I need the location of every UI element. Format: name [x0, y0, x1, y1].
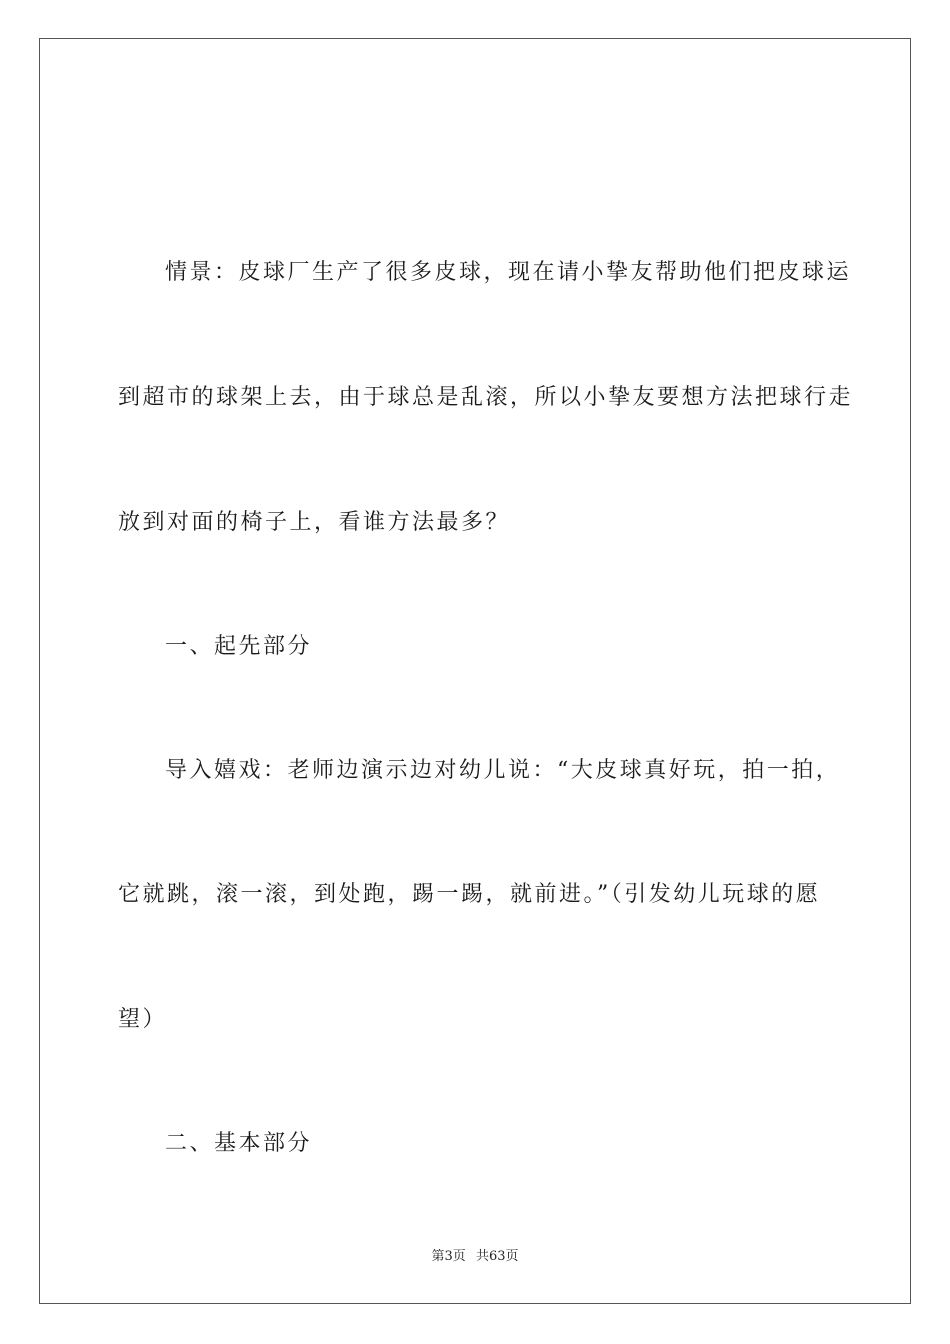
page-number: 第3页 [431, 1249, 466, 1264]
page-total: 共63页 [475, 1249, 519, 1264]
page-border [39, 38, 911, 1304]
section-heading: 一、起先部分 [165, 634, 313, 659]
paragraph-line: 望） [118, 1007, 168, 1032]
paragraph-line: 导入嬉戏：老师边演示边对幼儿说：“大皮球真好玩，拍一拍， [165, 758, 841, 783]
paragraph-line: 情景：皮球厂生产了很多皮球，现在请小挚友帮助他们把皮球运 [165, 260, 852, 285]
paragraph-line: 到超市的球架上去，由于球总是乱滚，所以小挚友要想方法把球行走 [118, 385, 854, 410]
paragraph-line: 放到对面的椅子上，看谁方法最多？ [118, 510, 511, 535]
page-footer [0, 1248, 950, 1266]
section-heading: 二、基本部分 [165, 1131, 313, 1156]
paragraph-line: 它就跳，滚一滚，到处跑，踢一踢，就前进。”（引发幼儿玩球的愿 [118, 882, 821, 907]
